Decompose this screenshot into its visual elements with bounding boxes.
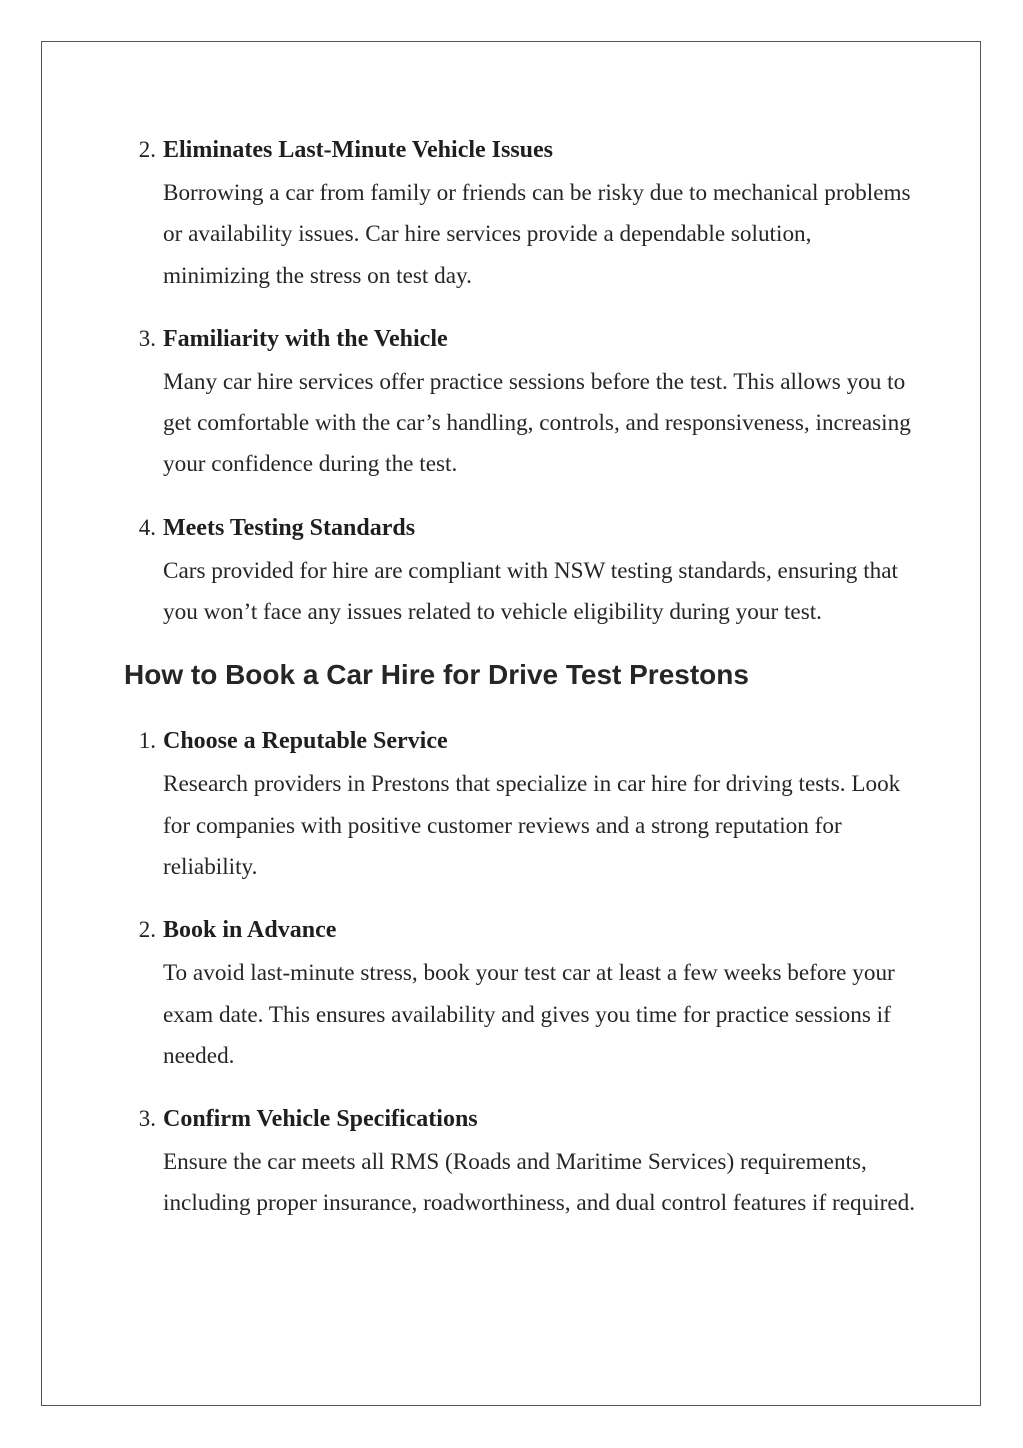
item-body: Ensure the car meets all RMS (Roads and Maritime Services) requirements, including proper insurance, roadworthiness, and dual control features if required. (163, 1149, 916, 1217)
item-number: 3. (138, 1106, 156, 1132)
item-number: 4. (138, 514, 156, 540)
list-item (124, 723, 924, 888)
list-item (124, 510, 924, 634)
section-heading: How to Book a Car Hire for Drive Test Prestons (124, 659, 749, 691)
item-number: 1. (138, 728, 156, 754)
booking-steps-list (124, 723, 924, 1224)
item-title: Eliminates Last-Minute Vehicle Issues (163, 137, 554, 163)
benefits-list (124, 132, 924, 633)
list-item (124, 132, 924, 297)
item-body: Cars provided for hire are compliant with NSW testing standards, ensuring that you won’t face any issues related to vehicle eligibility during your test. (163, 557, 898, 626)
item-number: 3. (138, 325, 156, 351)
list-item (124, 1101, 924, 1225)
item-number: 2. (138, 137, 156, 162)
document-content (124, 132, 924, 1249)
item-title: Choose a Reputable Service (163, 728, 448, 755)
item-title: Book in Advance (163, 917, 337, 944)
item-title: Confirm Vehicle Specifications (163, 1106, 478, 1133)
list-item (124, 321, 924, 486)
item-title: Familiarity with the Vehicle (163, 325, 448, 352)
item-number: 2. (138, 917, 156, 943)
item-body: Many car hire services offer practice sessions before the test. This allows you to get comfortable with the car’s handling, controls, and responsiveness, increasing your confidence during the test. (163, 368, 911, 478)
item-body: To avoid last-minute stress, book your test car at least a few weeks before your exam date. This ensures availability and gives you time for practice sessions if needed. (163, 960, 895, 1069)
item-body: Research providers in Prestons that specialize in car hire for driving tests. Look for companies with positive customer reviews and a strong reputation for reliability. (163, 771, 901, 880)
item-title: Meets Testing Standards (163, 514, 416, 541)
item-body: Borrowing a car from family or friends can be risky due to mechanical problems or availability issues. Car hire services provide a dependable solution, minimizing the stress on test day. (163, 180, 911, 289)
list-item (124, 912, 924, 1077)
